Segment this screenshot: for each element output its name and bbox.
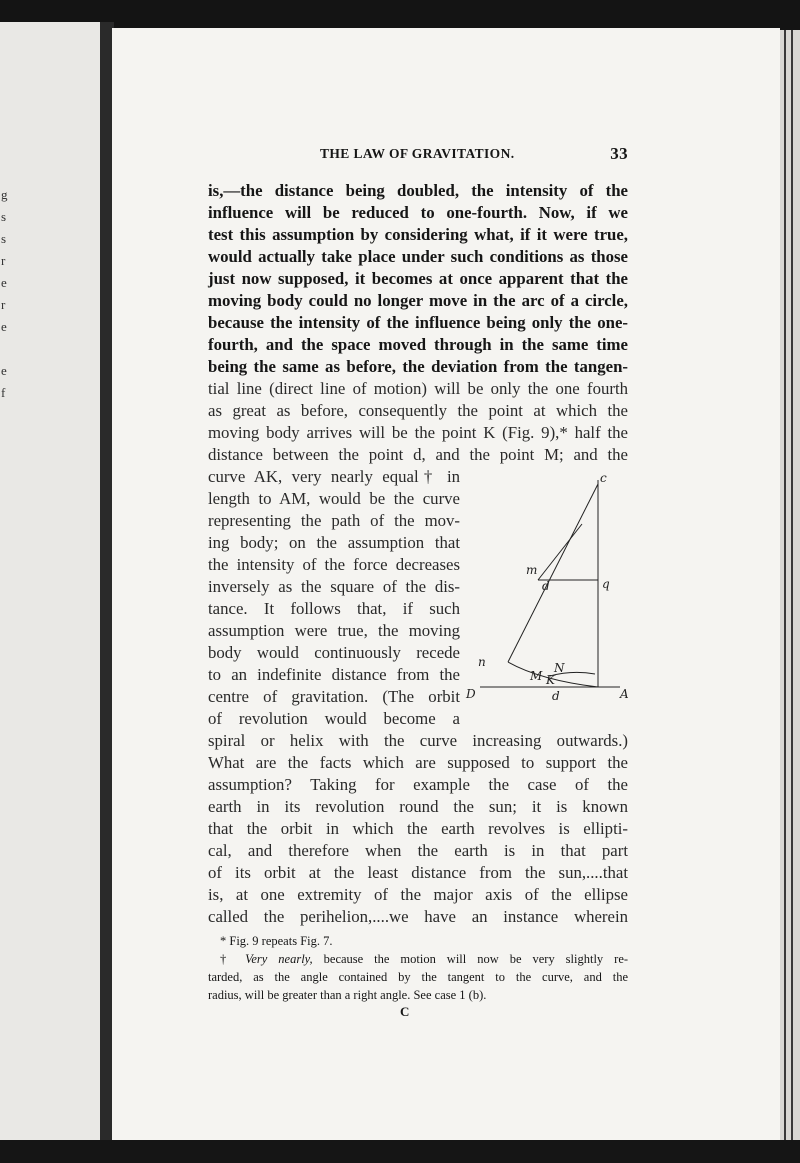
body-line: just now supposed, it becomes at once apparent that the <box>208 269 628 288</box>
facing-page-fragment: e <box>1 363 7 378</box>
body-line: What are the facts which are supposed to support the <box>208 753 628 772</box>
body-line: tance. It follows that, if such <box>208 599 460 618</box>
facing-page-fragment: s <box>1 209 7 224</box>
facing-page-fragment: e <box>1 275 7 290</box>
body-line: would actually take place under such conditions as those <box>208 247 628 266</box>
body-line: curve AK, very nearly equal† in <box>208 467 460 486</box>
body-line: body would continuously recede <box>208 643 460 662</box>
footnote-very-nearly <box>208 950 628 968</box>
body-line: called the perihelion,....we have an instance wherein <box>208 907 628 926</box>
facing-page-fragment: r <box>1 253 6 268</box>
label-m: m <box>526 563 538 577</box>
label-n: n <box>478 655 486 669</box>
body-line: the intensity of the force decreases <box>208 555 460 574</box>
body-line: representing the path of the mov- <box>208 511 460 530</box>
body-line: moving body could no longer move in the arc of a circle, <box>208 291 628 310</box>
body-line: to an indefinite distance from the <box>208 665 460 684</box>
body-line: centre of gravitation. (The orbit <box>208 687 460 706</box>
body-line: as great as before, consequently the point at which the <box>208 401 628 420</box>
label-d-lower: d <box>552 689 560 703</box>
label-D: D <box>466 687 476 701</box>
scan-bottom-border <box>0 1140 800 1163</box>
body-line: fourth, and the space moved through in the same time <box>208 335 628 354</box>
facing-page-fragment: f <box>1 385 6 400</box>
body-line: test this assumption by considering what, if it were true, <box>208 225 628 244</box>
label-A: A <box>620 687 629 701</box>
dagger-mark: † <box>220 952 235 966</box>
signature-mark: C <box>400 1004 410 1019</box>
body-line: because the intensity of the influence being only the one- <box>208 313 628 332</box>
body-line: moving body arrives will be the point K (Fig. 9),* half the <box>208 423 628 442</box>
facing-page-fragment: r <box>1 297 6 312</box>
body-line: distance between the point d, and the point M; and the <box>208 445 628 464</box>
body-line: length to AM, would be the curve <box>208 489 460 508</box>
label-d-upper: d <box>542 579 550 593</box>
facing-page-fragment: g <box>1 187 8 202</box>
label-M: M <box>530 669 543 683</box>
footnote-line: radius, will be greater than a right angle. See case 1 (b). <box>208 988 487 1002</box>
facing-page-edge <box>0 22 100 1140</box>
body-line: of its orbit at the least distance from the sun,....that <box>208 863 628 882</box>
facing-page-fragment: s <box>1 231 7 246</box>
body-line: spiral or helix with the curve increasing outwards.) <box>208 731 628 750</box>
label-N: N <box>554 661 565 675</box>
body-line: influence will be reduced to one-fourth. Now, if we <box>208 203 628 222</box>
footnote-emphasis: Very nearly, <box>245 952 313 966</box>
long-diagonal-line <box>508 484 598 662</box>
body-line: assumption were true, the moving <box>208 621 460 640</box>
body-line: tial line (direct line of motion) will be only the one fourth <box>208 379 628 398</box>
figure-9-diagram <box>460 462 640 707</box>
body-line: is,—the distance being doubled, the intensity of the <box>208 181 628 200</box>
page-number: 33 <box>610 144 628 163</box>
facing-page-fragment: e <box>1 319 7 334</box>
footnote-figure-reference: * Fig. 9 repeats Fig. 7. <box>220 934 333 948</box>
body-line: inversely as the square of the dis- <box>208 577 460 596</box>
body-line: is, at one extremity of the major axis of the ellipse <box>208 885 628 904</box>
scan-top-border <box>0 0 800 30</box>
body-line: ing body; on the assumption that <box>208 533 460 552</box>
page-stack-edge <box>780 30 800 1140</box>
body-line: being the same as before, the deviation from the tangen- <box>208 357 628 376</box>
label-q: q <box>602 577 610 591</box>
body-line: cal, and therefore when the earth is in that part <box>208 841 628 860</box>
body-line: assumption? Taking for example the case of the <box>208 775 628 794</box>
label-c: c <box>600 471 607 485</box>
inner-diagonal-line <box>538 524 582 580</box>
body-line: earth in its revolution round the sun; it is known <box>208 797 628 816</box>
footnote-text: because the motion will now be very slightly re- <box>323 952 629 966</box>
body-line: of revolution would become a <box>208 709 460 728</box>
label-K: K <box>546 673 555 687</box>
running-title: THE LAW OF GRAVITATION. <box>320 146 515 161</box>
footnote-line: tarded, as the angle contained by the tangent to the curve, and the <box>208 970 628 984</box>
body-line: that the orbit in which the earth revolves is ellipti- <box>208 819 628 838</box>
